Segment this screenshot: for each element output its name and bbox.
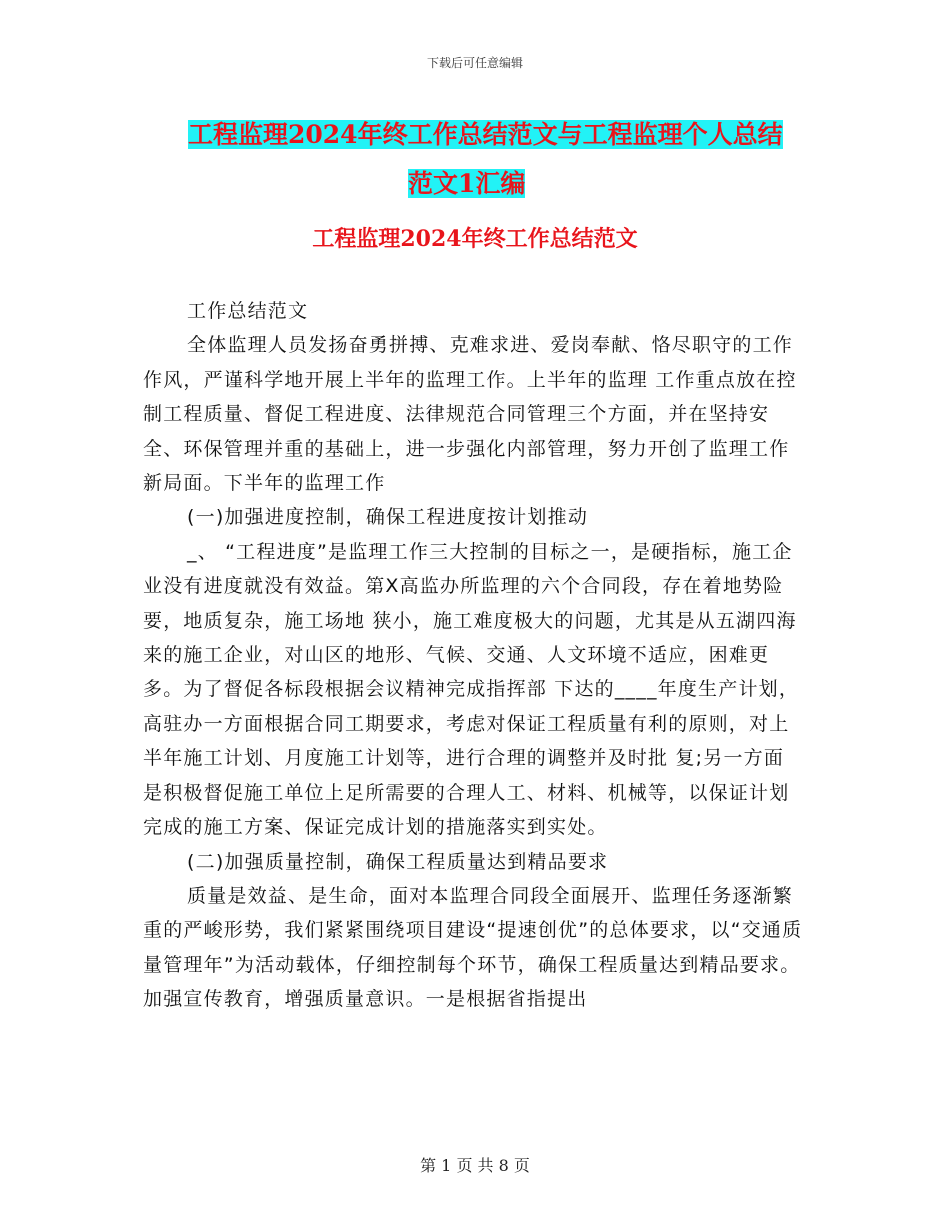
subheading-progress: (一)加强进度控制，确保工程进度按计划推动 — [187, 506, 589, 529]
paragraph-label: 工作总结范文 — [187, 300, 309, 322]
document-title — [140, 110, 860, 208]
page-header-note: 下载后可任意编辑 — [426, 56, 523, 70]
paragraph: _、 “工程进度”是监理工作三大控制的目标之一，是硬指标，施工企业没有进度就没有效益。第X高监办所监理的六个合同段，存在着地势险要，地质复杂，施工场地 狭小，施工难度极大的问题，尤其是从五湖四海来的施工企业，对山区的地形、气候、交通、人文环境不适应，困难更多。为了督促各标段根据会议精神完成指挥部 下达的____年度生产计划，高驻办一方面根据合同工期要求，考虑对保证工程质量有利的原则，对上半年施工计划、月度施工计划等，进行合理的调整并及时批 复;另一方面是积极督促施工单位上足所需要的合理人工、材料、机械等，以保证计划完成的施工方案、保证完成计划的措施落实到实处。 — [143, 540, 800, 839]
paragraph: 质量是效益、是生命，面对本监理合同段全面展开、监理任务逐渐繁重的严峻形势，我们紧紧围绕项目建设“提速创优”的总体要求，以“交通质量管理年”为活动载体，仔细控制每个环节，确保工程质量达到精品要求。加强宣传教育，增强质量意识。一是根据省指提出 — [143, 884, 803, 1011]
body-text — [143, 294, 803, 1017]
paragraph: 全体监理人员发扬奋勇拼搏、克难求进、爱岗奉献、恪尽职守的工作作风，严谨科学地开展上半年的监理工作。上半年的监理 工作重点放在控制工程质量、督促工程进度、法律规范合同管理三个方面，并在坚持安全、环保管理并重的基础上，进一步强化内部管理，努力开创了监理工作新局面。下半年的监理工作 — [143, 334, 797, 495]
page-footer: 第 1 页 共 8 页 — [420, 1156, 530, 1175]
section-title: 工程监理2024年终工作总结范文 — [312, 226, 638, 252]
title-line-1: 工程监理2024年终工作总结范文与工程监理个人总结 — [188, 120, 783, 149]
title-line-2: 范文1汇编 — [408, 169, 526, 198]
subheading-quality: (二)加强质量控制，确保工程质量达到精品要求 — [187, 850, 609, 873]
